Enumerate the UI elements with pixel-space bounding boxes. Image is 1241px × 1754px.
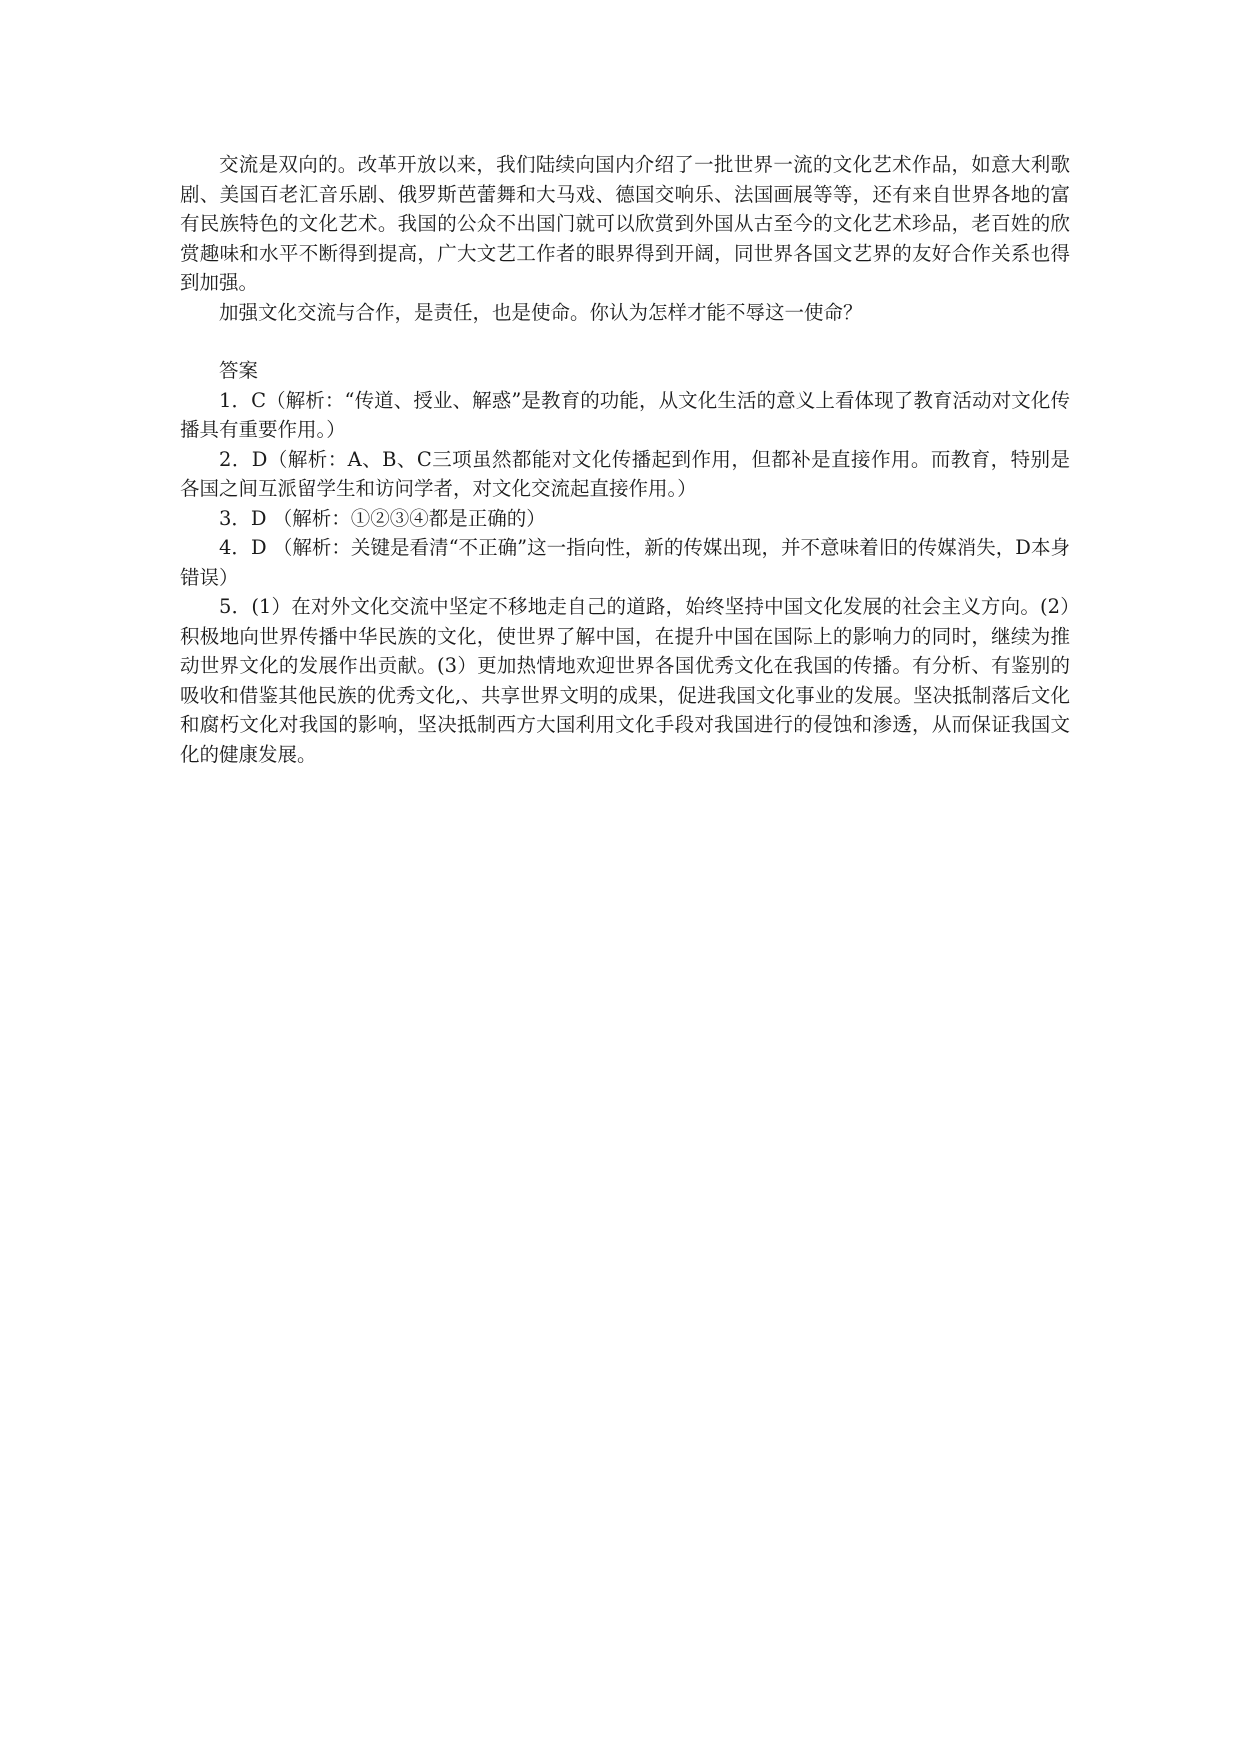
blank-line	[180, 327, 1070, 356]
document-page	[180, 150, 1070, 769]
answer-item-1: 1．C（解析：“传道、授业、解惑”是教育的功能，从文化生活的意义上看体现了教育活动对文化传播具有重要作用。）	[180, 388, 1070, 441]
question-paragraph: 加强文化交流与合作，是责任，也是使命。你认为怎样才能不辱这一使命？	[219, 300, 863, 324]
answer-item-4: 4．D （解析：关键是看清“不正确”这一指向性，新的传媒出现，并不意味着旧的传媒消失，D本身错误）	[180, 536, 1070, 589]
answer-item-5: 5．(1）在对外文化交流中坚定不移地走自己的道路，始终坚持中国文化发展的社会主义方向。(2）积极地向世界传播中华民族的文化，使世界了解中国，在提升中国在国际上的影响力的同时，继续为推动世界文化的发展作出贡献。(3）更加热情地欢迎世界各国优秀文化在我国的传播。有分析、有鉴别的吸收和借鉴其他民族的优秀文化,、共享世界文明的成果，促进我国文化事业的发展。坚决抵制落后文化和腐朽文化对我国的影响，坚决抵制西方大国利用文化手段对我国进行的侵蚀和渗透，从而保证我国文化的健康发展。	[180, 595, 1070, 766]
answers-heading: 答案	[219, 359, 259, 382]
answer-item-3: 3．D （解析：①②③④都是正确的）	[219, 506, 546, 530]
material-paragraph: 交流是双向的。改革开放以来，我们陆续向国内介绍了一批世界一流的文化艺术作品，如意大利歌剧、美国百老汇音乐剧、俄罗斯芭蕾舞和大马戏、德国交响乐、法国画展等等，还有来自世界各地的富有民族特色的文化艺术。我国的公众不出国门就可以欣赏到外国从古至今的文化艺术珍品，老百姓的欣赏趣味和水平不断得到提高，广大文艺工作者的眼界得到开阔，同世界各国文艺界的友好合作关系也得到加强。	[180, 153, 1070, 294]
answer-item-2: 2．D（解析：A、B、C三项虽然都能对文化传播起到作用，但都补是直接作用。而教育，特别是各国之间互派留学生和访问学者，对文化交流起直接作用。）	[180, 447, 1070, 500]
